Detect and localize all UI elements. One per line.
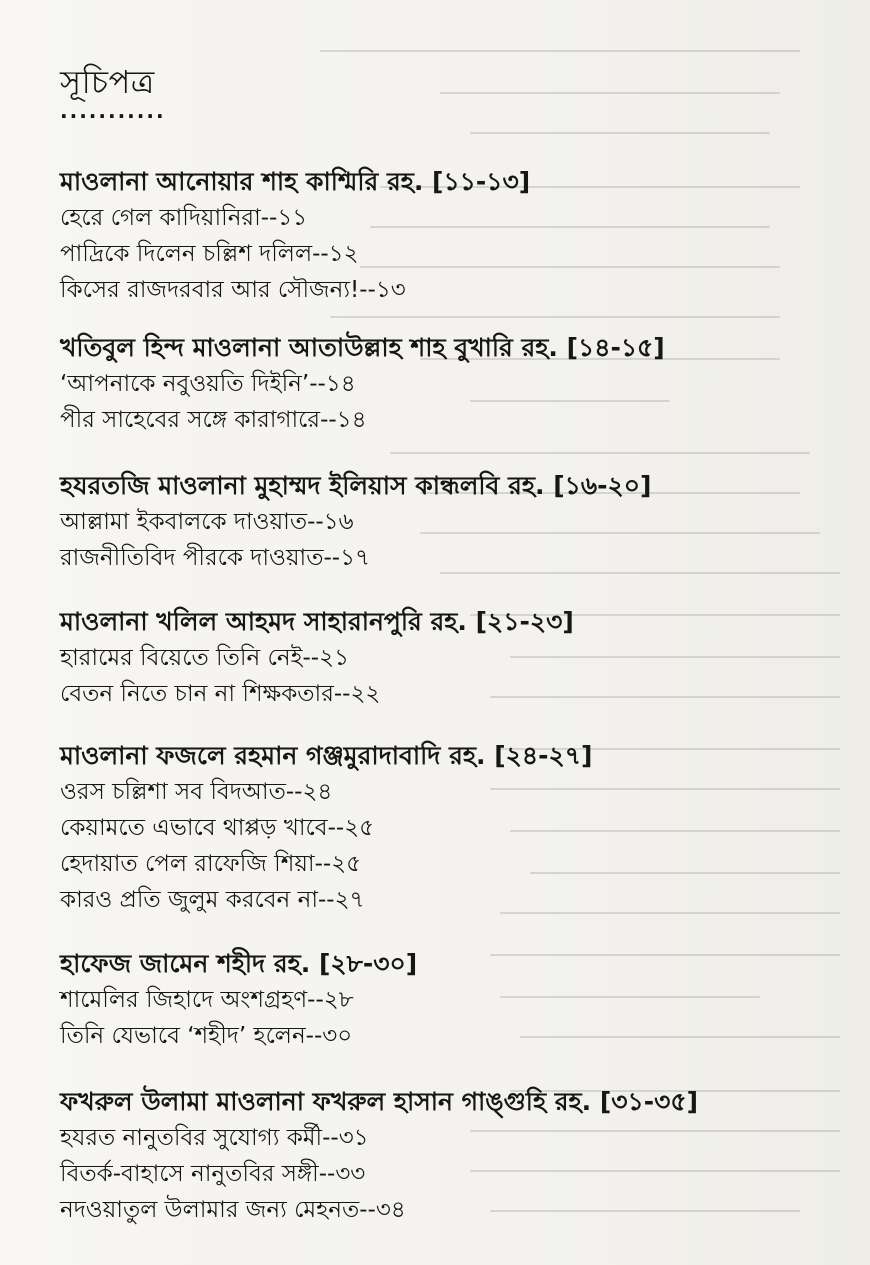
toc-section: [60, 468, 840, 576]
toc-section: [60, 164, 840, 308]
toc-entry: কিসের রাজদরবার আর সৌজন্য!--১৩: [60, 277, 406, 303]
toc-section: [60, 946, 840, 1054]
toc-title: সূচিপত্র: [60, 63, 155, 101]
toc-section: [60, 1084, 840, 1228]
section-heading: মাওলানা ফজলে রহমান গঞ্জমুরাদাবাদি রহ. [২৪-২৭]: [60, 741, 593, 770]
toc-entry: নদওয়াতুল উলামার জন্য মেহনত--৩৪: [60, 1197, 406, 1223]
toc-entry: হযরত নানুতবির সুযোগ্য কর্মী--৩১: [60, 1125, 369, 1151]
toc-entry: আল্লামা ইকবালকে দাওয়াত--১৬: [60, 509, 354, 535]
toc-entry: হেদায়াত পেল রাফেজি শিয়া--২৫: [60, 851, 362, 877]
toc-entry: হেরে গেল কাদিয়ানিরা--১১: [60, 205, 308, 231]
section-heading: মাওলানা আনোয়ার শাহ কাশ্মিরি রহ. [১১-১৩]: [60, 167, 531, 196]
toc-entry: হারামের বিয়েতে তিনি নেই--২১: [60, 645, 349, 671]
toc-section: [60, 604, 840, 712]
toc-entry: ‘আপনাকে নবুওয়তি দিইনি’--১৪: [60, 371, 356, 397]
toc-entry: বিতর্ক-বাহাসে নানুতবির সঙ্গী--৩৩: [60, 1161, 366, 1187]
toc-entry: পাদ্রিকে দিলেন চল্লিশ দলিল--১২: [60, 241, 359, 267]
toc-entry: ওরস চল্লিশা সব বিদআত--২৪: [60, 779, 333, 805]
toc-section: [60, 738, 840, 918]
toc-section: [60, 330, 840, 438]
section-heading: খতিবুল হিন্দ মাওলানা আতাউল্লাহ শাহ বুখারি রহ. [১৪-১৫]: [60, 333, 665, 362]
title-dots: ...........: [60, 99, 166, 123]
toc-entry: বেতন নিতে চান না শিক্ষকতার--২২: [60, 681, 381, 707]
toc-entry: রাজনীতিবিদ পীরকে দাওয়াত--১৭: [60, 545, 370, 571]
toc-entry: কেয়ামতে এভাবে থাপ্পড় খাবে--২৫: [60, 815, 375, 841]
section-heading: হযরতজি মাওলানা মুহাম্মদ ইলিয়াস কান্ধলবি রহ. [১৬-২০]: [60, 471, 652, 500]
section-heading: হাফেজ জামেন শহীদ রহ. [২৮-৩০]: [60, 949, 418, 978]
toc-entry: তিনি যেভাবে ‘শহীদ’ হলেন--৩০: [60, 1023, 353, 1049]
toc-entry: পীর সাহেবের সঙ্গে কারাগারে--১৪: [60, 407, 367, 433]
toc-entry: শামেলির জিহাদে অংশগ্রহণ--২৮: [60, 987, 354, 1013]
section-heading: ফখরুল উলামা মাওলানা ফখরুল হাসান গাঙ্গুহি রহ. [৩১-৩৫]: [60, 1087, 699, 1116]
toc-entry: কারও প্রতি জুলুম করবেন না--২৭: [60, 887, 365, 913]
table-of-contents: [60, 62, 840, 1223]
section-heading: মাওলানা খলিল আহমদ সাহারানপুরি রহ. [২১-২৩]: [60, 607, 574, 636]
